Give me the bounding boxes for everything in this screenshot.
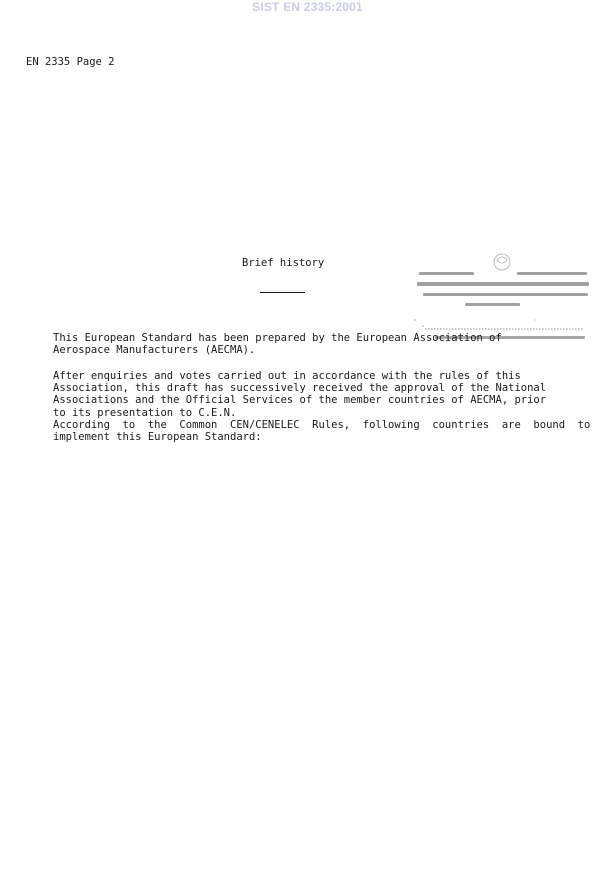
paragraph-prepared-by bbox=[53, 332, 502, 356]
paragraph-line: implement this European Standard: bbox=[53, 431, 262, 444]
paragraph-line: After enquiries and votes carried out in accordance with the rules of this bbox=[53, 370, 521, 382]
paragraph-line: to its presentation to C.E.N. bbox=[53, 406, 237, 419]
paragraph-line: According to the Common CEN/CENELEC Rules, following countries are bound to bbox=[53, 419, 591, 431]
paragraph-line: Associations and the Official Services of the member countries of AECMA, prior bbox=[53, 394, 547, 407]
watermark: SIST EN 2335:2001 bbox=[252, 0, 363, 14]
paragraph-approval bbox=[53, 370, 546, 419]
paragraph-line: Association, this draft has successively received the approval of the National bbox=[53, 382, 547, 395]
page-header: EN 2335 Page 2 bbox=[26, 56, 115, 68]
section-title: Brief history bbox=[242, 257, 325, 269]
paragraph-line: This European Standard has been prepared by the European Association of bbox=[53, 332, 502, 344]
paragraph-line: Aerospace Manufacturers (AECMA). bbox=[53, 344, 256, 357]
title-underline bbox=[260, 292, 305, 293]
paragraph-countries bbox=[53, 419, 590, 443]
